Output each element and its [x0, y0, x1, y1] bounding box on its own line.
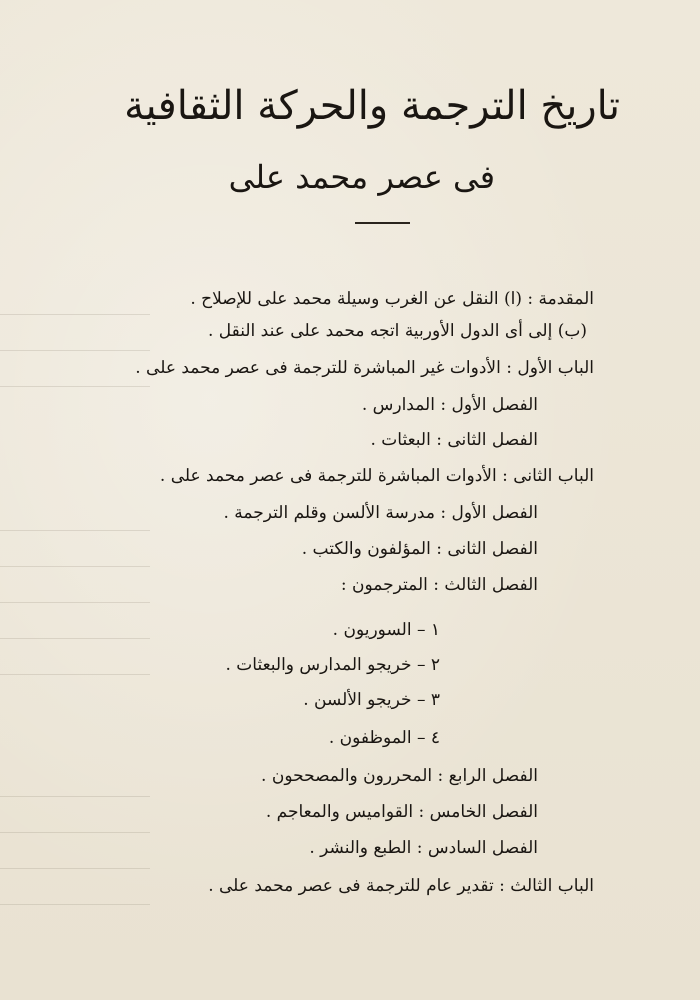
bleed-through-line — [0, 386, 150, 387]
bleed-through-line — [0, 832, 150, 833]
bleed-through-line — [0, 350, 150, 351]
toc-entry-part-one-ch2: الفصل الثانى : البعثات . — [370, 430, 538, 450]
bleed-through-line — [0, 796, 150, 797]
toc-subentry-4: ٤ – الموظفون . — [328, 728, 440, 748]
toc-entry-part-two-ch6: الفصل السادس : الطبع والنشر . — [309, 838, 538, 858]
page-subtitle: فى عصر محمد على — [228, 158, 495, 196]
toc-entry-part-one: الباب الأول : الأدوات غير المباشرة للترجمة فى عصر محمد على . — [135, 358, 594, 378]
toc-entry-part-two-ch4: الفصل الرابع : المحررون والمصححون . — [261, 766, 538, 786]
toc-entry-part-two-ch1: الفصل الأول : مدرسة الألسن وقلم الترجمة . — [223, 503, 538, 523]
toc-entry-part-two-ch2: الفصل الثانى : المؤلفون والكتب . — [301, 539, 538, 559]
toc-subentry-1: ١ – السوريون . — [332, 620, 440, 640]
bleed-through-line — [0, 868, 150, 869]
toc-entry-part-three: الباب الثالث : تقدير عام للترجمة فى عصر محمد على . — [208, 876, 594, 896]
title-divider — [355, 222, 410, 224]
bleed-through-line — [0, 674, 150, 675]
toc-subentry-2: ٢ – خريجو المدارس والبعثات . — [225, 655, 440, 675]
toc-subentry-3: ٣ – خريجو الألسن . — [303, 690, 440, 710]
toc-entry-part-two-ch5: الفصل الخامس : القواميس والمعاجم . — [265, 802, 538, 822]
bleed-through-line — [0, 314, 150, 315]
page-title: تاريخ الترجمة والحركة الثقافية — [124, 83, 620, 129]
bleed-through-line — [0, 602, 150, 603]
toc-entry-part-one-ch1: الفصل الأول : المدارس . — [361, 395, 538, 415]
bleed-through-line — [0, 904, 150, 905]
toc-entry-part-two-ch3: الفصل الثالث : المترجمون : — [340, 575, 538, 595]
bleed-through-line — [0, 638, 150, 639]
toc-entry-introduction: المقدمة : (ا) النقل عن الغرب وسيلة محمد على للإصلاح . — [190, 289, 594, 309]
bleed-through-line — [0, 530, 150, 531]
toc-entry-introduction-b: (ب) إلى أى الدول الأوربية اتجه محمد على عند النقل . — [207, 321, 587, 341]
bleed-through-line — [0, 566, 150, 567]
toc-entry-part-two: الباب الثانى : الأدوات المباشرة للترجمة فى عصر محمد على . — [159, 466, 594, 486]
